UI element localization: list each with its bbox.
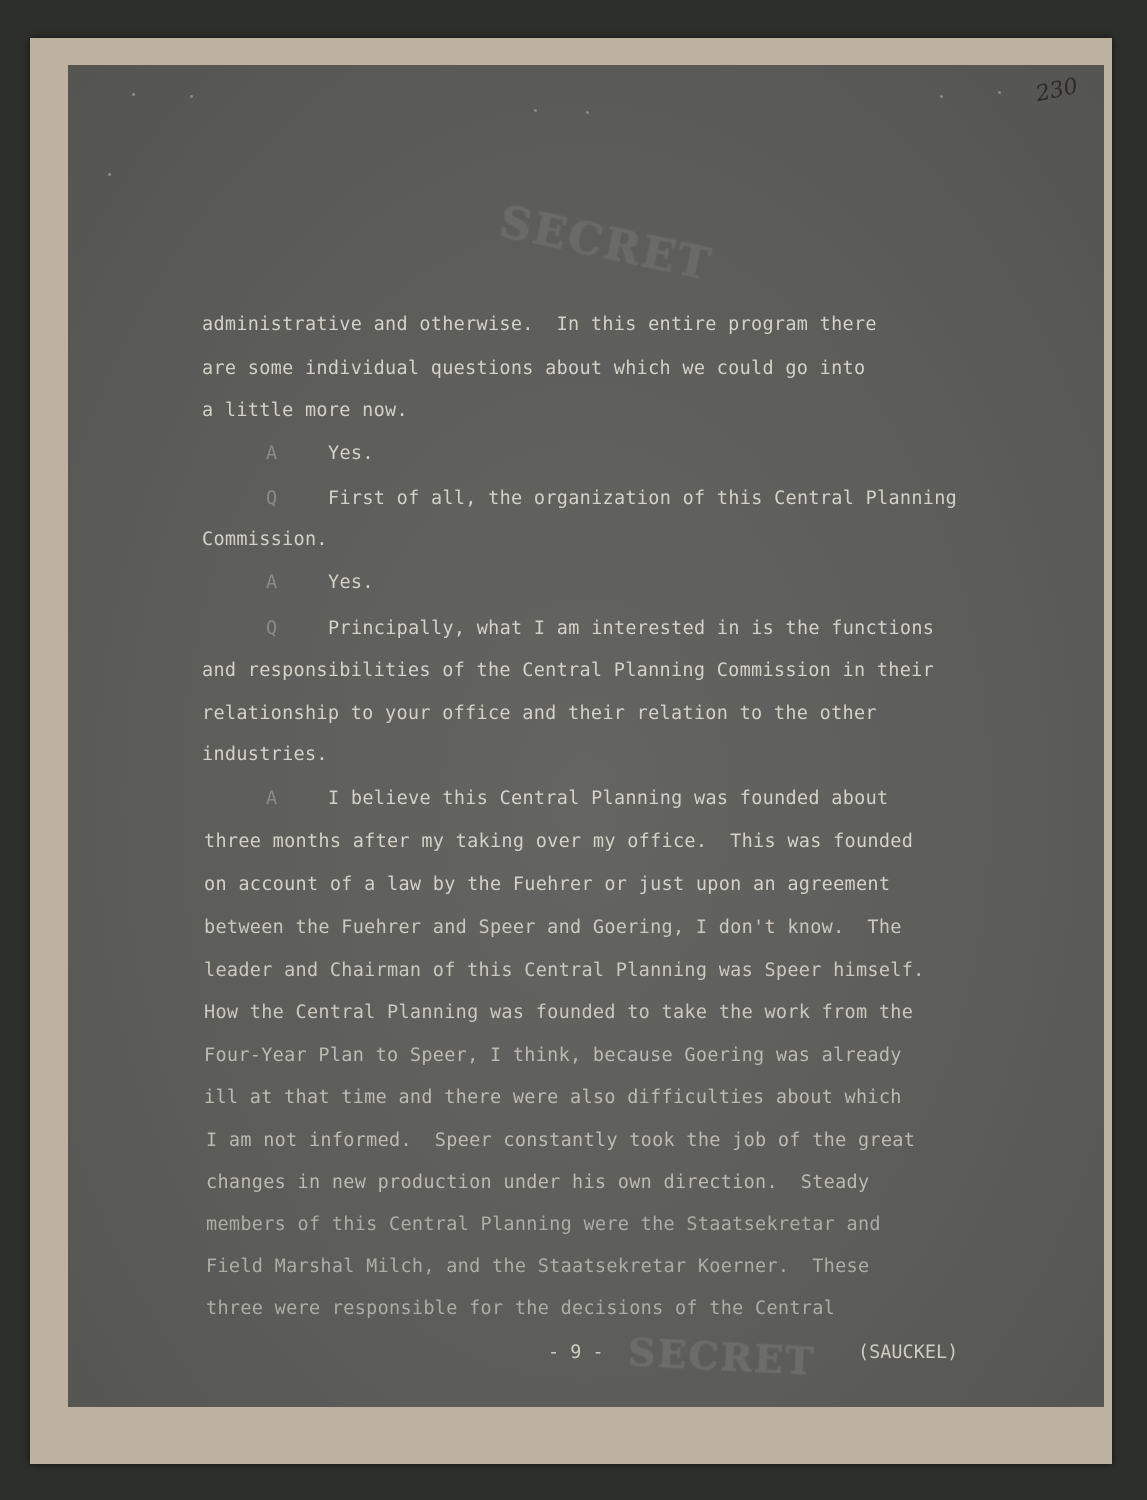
- text-line-2: are some individual questions about which we could go into: [202, 358, 866, 379]
- handwritten-page-number: 230: [1033, 73, 1081, 108]
- document-page: [68, 65, 1104, 1407]
- text-line-7: Yes.: [328, 572, 374, 593]
- text-line-5: First of all, the organization of this Central Planning: [328, 488, 958, 509]
- text-line-16: leader and Chairman of this Central Planning was Speer himself.: [204, 960, 925, 981]
- text-line-19: ill at that time and there were also difficulties about which: [204, 1087, 902, 1108]
- speck: [998, 91, 1001, 94]
- witness-label: (SAUCKEL): [858, 1342, 959, 1363]
- speck: [190, 95, 193, 98]
- speaker-marker: A: [266, 788, 278, 809]
- page-label: - 9 -: [548, 1342, 604, 1363]
- text-line-18: Four-Year Plan to Speer, I think, because Goering was already: [204, 1045, 902, 1066]
- text-line-20: I am not informed. Speer constantly took the job of the great: [206, 1130, 916, 1151]
- text-line-6: Commission.: [202, 529, 328, 550]
- speck: [132, 93, 135, 96]
- text-line-11: industries.: [202, 744, 328, 765]
- speck: [108, 173, 111, 176]
- text-line-24: three were responsible for the decisions of the Central: [206, 1298, 836, 1319]
- speck: [534, 109, 537, 112]
- text-line-17: How the Central Planning was founded to take the work from the: [204, 1002, 914, 1023]
- speaker-marker: Q: [266, 488, 278, 509]
- text-line-21: changes in new production under his own direction. Steady: [206, 1172, 870, 1193]
- speaker-marker: A: [266, 572, 278, 593]
- text-line-12: I believe this Central Planning was founded about: [328, 788, 889, 809]
- text-line-4: Yes.: [328, 443, 374, 464]
- speck: [940, 95, 943, 98]
- text-line-1: administrative and otherwise. In this entire program there: [202, 314, 877, 335]
- text-line-13: three months after my taking over my office. This was founded: [204, 831, 914, 852]
- text-line-10: relationship to your office and their relation to the other: [202, 703, 877, 724]
- text-line-8: Principally, what I am interested in is the functions: [328, 618, 935, 639]
- text-line-9: and responsibilities of the Central Planning Commission in their: [202, 660, 935, 681]
- speck: [586, 111, 589, 114]
- secret-stamp-top: SECRET: [495, 196, 717, 291]
- text-line-23: Field Marshal Milch, and the Staatsekretar Koerner. These: [206, 1256, 870, 1277]
- text-line-3: a little more now.: [202, 400, 408, 421]
- speaker-marker: A: [266, 443, 278, 464]
- text-line-22: members of this Central Planning were the Staatsekretar and: [206, 1214, 881, 1235]
- secret-stamp-bottom: SECRET: [626, 1329, 817, 1384]
- speaker-marker: Q: [266, 618, 278, 639]
- text-line-15: between the Fuehrer and Speer and Goering, I don't know. The: [204, 917, 902, 938]
- text-line-14: on account of a law by the Fuehrer or just upon an agreement: [204, 874, 891, 895]
